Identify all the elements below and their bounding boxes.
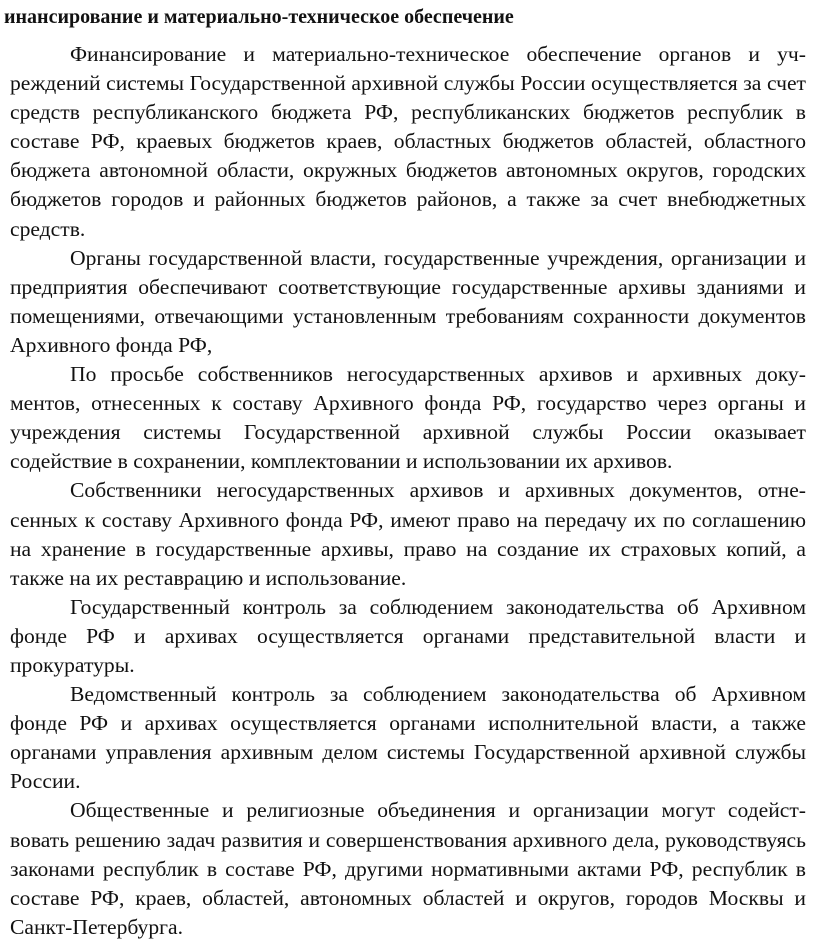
section-heading: инансирование и материально-техническое обеспечение [4,6,514,28]
paragraph-state-assistance: По просьбе собственников негосударственных архивов и архивных документов, отнесенных к составу Архивного фонда РФ, государство через органы и учреждения системы Государственной архивной службы России оказывает содействие в сохранении, комплектовании и использовании их архивов. [10,362,806,474]
paragraph-financing: Финансирование и материально-техническое обеспечение органов и учреждений системы Государственной архивной службы России осуществляется за счет средств республиканского бюджета РФ, республиканских бюджетов республик в составе РФ, краевых бюджетов краев, областных бюджетов областей, областного бюджета автономной области, окружных бюджетов автономных округов, городских бюджетов городов и районных бюджетов районов, а также за счет внебюджетных средств. [10,42,806,241]
paragraph-owners-rights: Собственники негосударственных архивов и архивных документов, отнесенных к составу Архивного фонда РФ, имеют право на передачу их по соглашению на хранение в государственные архивы, право на создание их страховых копий, а также на их реставрацию и использование. [10,478,806,590]
paragraph-state-control: Государственный контроль за соблюдением законодательства об Архивном фонде РФ и архивах осуществляется органами представительной власти и прокуратуры. [10,594,806,677]
paragraph-public-associations: Общественные и религиозные объединения и организации могут содействовать решению задач развития и совершенствования архивного дела, руководствуясь законами республик в составе РФ, другими нормативными актами РФ, республик в составе РФ, краев, областей, автономных областей и округов, городов Москвы и Санкт-Петербурга. [10,798,806,939]
paragraph-departmental-control: Ведомственный контроль за соблюдением законодательства об Архивном фонде РФ и архивах осуществляется органами исполнительной власти, а также органами управления архивным делом системы Государственной архивной службы России. [10,682,806,794]
document-page [4,0,806,942]
paragraph-premises: Органы государственной власти, государственные учреждения, организации и предприятия обеспечивают соответствующие государственные архивы зданиями и помещениями, отвечающими установленным требованиям сохранности документов Архивного фонда РФ, [10,245,806,357]
